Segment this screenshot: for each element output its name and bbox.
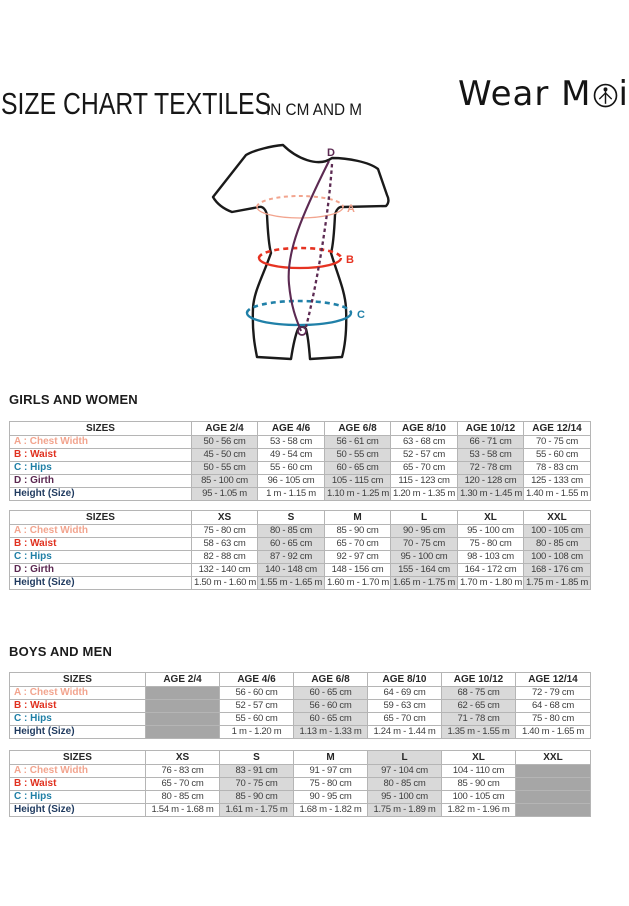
size-cell: 100 - 105 cm bbox=[442, 791, 516, 804]
size-cell: 1 m - 1.20 m bbox=[220, 726, 294, 739]
row-label: Height (Size) bbox=[10, 488, 192, 501]
size-cell: 64 - 68 cm bbox=[516, 700, 591, 713]
size-cell: 49 - 54 cm bbox=[258, 449, 325, 462]
size-cell: 71 - 78 cm bbox=[442, 713, 516, 726]
size-cell: 132 - 140 cm bbox=[192, 564, 258, 577]
size-cell: 95 - 1.05 m bbox=[192, 488, 258, 501]
size-cell bbox=[146, 700, 220, 713]
size-cell: 56 - 61 cm bbox=[325, 436, 391, 449]
size-cell: 83 - 91 cm bbox=[220, 765, 294, 778]
column-header: S bbox=[220, 751, 294, 765]
column-header: AGE 10/12 bbox=[442, 673, 516, 687]
size-cell: 100 - 105 cm bbox=[524, 525, 591, 538]
column-header: AGE 6/8 bbox=[294, 673, 368, 687]
boys-letter-size-table bbox=[9, 750, 591, 817]
size-cell: 1.30 m - 1.45 m bbox=[458, 488, 524, 501]
column-header: XXL bbox=[524, 511, 591, 525]
girls-ages-size-table bbox=[9, 421, 591, 501]
size-cell: 50 - 56 cm bbox=[192, 436, 258, 449]
column-header: AGE 12/14 bbox=[516, 673, 591, 687]
size-cell: 1.75 m - 1.89 m bbox=[368, 804, 442, 817]
table-row bbox=[10, 525, 591, 538]
size-table bbox=[9, 510, 591, 590]
size-cell: 53 - 58 cm bbox=[258, 436, 325, 449]
size-cell: 105 - 115 cm bbox=[325, 475, 391, 488]
row-label: B : Waist bbox=[10, 700, 146, 713]
row-label: C : Hips bbox=[10, 713, 146, 726]
table-header-row bbox=[10, 673, 591, 687]
column-header: AGE 8/10 bbox=[391, 422, 458, 436]
size-cell: 75 - 80 cm bbox=[516, 713, 591, 726]
size-cell: 140 - 148 cm bbox=[258, 564, 325, 577]
brand-logo bbox=[458, 74, 629, 114]
hips-ellipse-dashed bbox=[247, 301, 351, 313]
size-cell: 1.24 m - 1.44 m bbox=[368, 726, 442, 739]
table-row bbox=[10, 791, 591, 804]
size-cell: 50 - 55 cm bbox=[192, 462, 258, 475]
size-cell: 72 - 79 cm bbox=[516, 687, 591, 700]
section-heading-boys-and-men: BOYS AND MEN bbox=[9, 644, 113, 659]
table-row bbox=[10, 462, 591, 475]
size-cell: 125 - 133 cm bbox=[524, 475, 591, 488]
brand-text-right: i bbox=[618, 74, 629, 114]
size-cell: 168 - 176 cm bbox=[524, 564, 591, 577]
table-row bbox=[10, 687, 591, 700]
size-cell: 75 - 80 cm bbox=[458, 538, 524, 551]
size-cell: 1.68 m - 1.82 m bbox=[294, 804, 368, 817]
table-row bbox=[10, 778, 591, 791]
size-cell: 70 - 75 cm bbox=[524, 436, 591, 449]
table-row bbox=[10, 475, 591, 488]
column-header: M bbox=[294, 751, 368, 765]
size-cell: 96 - 105 cm bbox=[258, 475, 325, 488]
size-cell: 82 - 88 cm bbox=[192, 551, 258, 564]
size-cell: 98 - 103 cm bbox=[458, 551, 524, 564]
size-cell: 91 - 97 cm bbox=[294, 765, 368, 778]
size-cell: 1 m - 1.15 m bbox=[258, 488, 325, 501]
size-cell: 70 - 75 cm bbox=[391, 538, 458, 551]
column-header: AGE 12/14 bbox=[524, 422, 591, 436]
size-cell: 97 - 104 cm bbox=[368, 765, 442, 778]
row-label: C : Hips bbox=[10, 791, 146, 804]
chest-ellipse-solid bbox=[257, 207, 343, 218]
row-label: B : Waist bbox=[10, 449, 192, 462]
size-cell: 92 - 97 cm bbox=[325, 551, 391, 564]
girls-letter-size-table bbox=[9, 510, 591, 590]
row-label: C : Hips bbox=[10, 462, 192, 475]
size-cell: 1.40 m - 1.55 m bbox=[524, 488, 591, 501]
size-cell: 65 - 70 cm bbox=[146, 778, 220, 791]
girth-line-solid bbox=[289, 161, 329, 331]
dancer-in-o-icon bbox=[592, 80, 619, 109]
size-cell bbox=[516, 804, 591, 817]
size-cell: 1.40 m - 1.65 m bbox=[516, 726, 591, 739]
size-cell: 104 - 110 cm bbox=[442, 765, 516, 778]
sizes-header-cell: SIZES bbox=[10, 511, 192, 525]
size-cell: 72 - 78 cm bbox=[458, 462, 524, 475]
column-header: XS bbox=[146, 751, 220, 765]
size-cell: 1.55 m - 1.65 m bbox=[258, 577, 325, 590]
size-cell: 155 - 164 cm bbox=[391, 564, 458, 577]
column-header: AGE 4/6 bbox=[258, 422, 325, 436]
size-cell: 76 - 83 cm bbox=[146, 765, 220, 778]
size-cell: 1.50 m - 1.60 m bbox=[192, 577, 258, 590]
table-row bbox=[10, 765, 591, 778]
size-cell: 65 - 70 cm bbox=[325, 538, 391, 551]
row-label: Height (Size) bbox=[10, 726, 146, 739]
waist-ellipse-solid bbox=[259, 258, 341, 268]
size-cell: 55 - 60 cm bbox=[220, 713, 294, 726]
size-cell: 148 - 156 cm bbox=[325, 564, 391, 577]
size-cell: 78 - 83 cm bbox=[524, 462, 591, 475]
size-cell: 90 - 95 cm bbox=[294, 791, 368, 804]
table-row bbox=[10, 726, 591, 739]
size-cell: 65 - 70 cm bbox=[391, 462, 458, 475]
size-cell: 85 - 100 cm bbox=[192, 475, 258, 488]
size-cell: 52 - 57 cm bbox=[391, 449, 458, 462]
column-header: XXL bbox=[516, 751, 591, 765]
size-cell: 1.13 m - 1.33 m bbox=[294, 726, 368, 739]
size-cell: 87 - 92 cm bbox=[258, 551, 325, 564]
size-cell: 1.10 m - 1.25 m bbox=[325, 488, 391, 501]
measure-label-d: D bbox=[327, 147, 335, 159]
size-cell: 1.20 m - 1.35 m bbox=[391, 488, 458, 501]
size-cell: 66 - 71 cm bbox=[458, 436, 524, 449]
row-label: B : Waist bbox=[10, 538, 192, 551]
row-label: D : Girth bbox=[10, 475, 192, 488]
size-cell: 90 - 95 cm bbox=[391, 525, 458, 538]
size-cell: 75 - 80 cm bbox=[294, 778, 368, 791]
table-row bbox=[10, 449, 591, 462]
size-cell: 100 - 108 cm bbox=[524, 551, 591, 564]
table-row bbox=[10, 700, 591, 713]
brand-text-left: Wear M bbox=[458, 74, 592, 114]
column-header: M bbox=[325, 511, 391, 525]
size-cell: 63 - 68 cm bbox=[391, 436, 458, 449]
size-cell: 60 - 65 cm bbox=[258, 538, 325, 551]
size-cell: 1.35 m - 1.55 m bbox=[442, 726, 516, 739]
column-header: AGE 10/12 bbox=[458, 422, 524, 436]
size-cell: 164 - 172 cm bbox=[458, 564, 524, 577]
size-cell bbox=[516, 778, 591, 791]
size-cell bbox=[516, 791, 591, 804]
boys-ages-size-table bbox=[9, 672, 591, 739]
girth-crotch-loop bbox=[298, 327, 306, 335]
size-cell: 120 - 128 cm bbox=[458, 475, 524, 488]
size-cell: 80 - 85 cm bbox=[146, 791, 220, 804]
section-heading-girls-and-women: GIRLS AND WOMEN bbox=[9, 392, 138, 407]
size-cell: 1.60 m - 1.70 m bbox=[325, 577, 391, 590]
row-label: A : Chest Width bbox=[10, 436, 192, 449]
size-cell bbox=[146, 726, 220, 739]
size-cell: 1.65 m - 1.75 m bbox=[391, 577, 458, 590]
sizes-header-cell: SIZES bbox=[10, 422, 192, 436]
table-row bbox=[10, 804, 591, 817]
size-table bbox=[9, 672, 591, 739]
size-cell: 50 - 55 cm bbox=[325, 449, 391, 462]
table-row bbox=[10, 436, 591, 449]
page-subtitle: IN CM AND M bbox=[266, 100, 363, 119]
size-cell: 58 - 63 cm bbox=[192, 538, 258, 551]
size-cell: 53 - 58 cm bbox=[458, 449, 524, 462]
row-label: D : Girth bbox=[10, 564, 192, 577]
table-row bbox=[10, 538, 591, 551]
size-cell: 64 - 69 cm bbox=[368, 687, 442, 700]
size-cell: 59 - 63 cm bbox=[368, 700, 442, 713]
column-header: AGE 8/10 bbox=[368, 673, 442, 687]
row-label: A : Chest Width bbox=[10, 687, 146, 700]
size-cell: 62 - 65 cm bbox=[442, 700, 516, 713]
column-header: S bbox=[258, 511, 325, 525]
row-label: C : Hips bbox=[10, 551, 192, 564]
column-header: XL bbox=[442, 751, 516, 765]
size-cell: 1.61 m - 1.75 m bbox=[220, 804, 294, 817]
size-table bbox=[9, 750, 591, 817]
size-cell: 95 - 100 cm bbox=[391, 551, 458, 564]
chest-ellipse-dashed bbox=[257, 196, 343, 207]
sizes-header-cell: SIZES bbox=[10, 673, 146, 687]
size-cell: 45 - 50 cm bbox=[192, 449, 258, 462]
measure-label-b: B bbox=[346, 254, 354, 266]
size-cell: 56 - 60 cm bbox=[294, 700, 368, 713]
column-header: AGE 4/6 bbox=[220, 673, 294, 687]
size-cell: 60 - 65 cm bbox=[294, 713, 368, 726]
table-header-row bbox=[10, 751, 591, 765]
row-label: Height (Size) bbox=[10, 577, 192, 590]
size-cell: 95 - 100 cm bbox=[368, 791, 442, 804]
size-cell: 80 - 85 cm bbox=[368, 778, 442, 791]
size-cell: 1.70 m - 1.80 m bbox=[458, 577, 524, 590]
measure-label-c: C bbox=[357, 309, 365, 321]
table-row bbox=[10, 564, 591, 577]
table-header-row bbox=[10, 422, 591, 436]
sizes-header-cell: SIZES bbox=[10, 751, 146, 765]
size-cell: 115 - 123 cm bbox=[391, 475, 458, 488]
row-label: Height (Size) bbox=[10, 804, 146, 817]
table-header-row bbox=[10, 511, 591, 525]
measure-label-a: A bbox=[347, 203, 355, 215]
size-cell: 85 - 90 cm bbox=[325, 525, 391, 538]
size-cell: 68 - 75 cm bbox=[442, 687, 516, 700]
size-cell: 60 - 65 cm bbox=[325, 462, 391, 475]
size-cell: 75 - 80 cm bbox=[192, 525, 258, 538]
table-row bbox=[10, 577, 591, 590]
page-title: SIZE CHART TEXTILES bbox=[1, 86, 272, 121]
size-cell: 55 - 60 cm bbox=[258, 462, 325, 475]
size-cell: 56 - 60 cm bbox=[220, 687, 294, 700]
size-cell: 80 - 85 cm bbox=[258, 525, 325, 538]
size-cell bbox=[146, 687, 220, 700]
size-cell: 95 - 100 cm bbox=[458, 525, 524, 538]
row-label: B : Waist bbox=[10, 778, 146, 791]
mannequin-diagram bbox=[205, 135, 400, 385]
column-header: L bbox=[368, 751, 442, 765]
size-cell: 60 - 65 cm bbox=[294, 687, 368, 700]
column-header: XS bbox=[192, 511, 258, 525]
column-header: AGE 6/8 bbox=[325, 422, 391, 436]
size-cell: 70 - 75 cm bbox=[220, 778, 294, 791]
row-label: A : Chest Width bbox=[10, 765, 146, 778]
table-row bbox=[10, 713, 591, 726]
size-cell: 80 - 85 cm bbox=[524, 538, 591, 551]
size-cell: 85 - 90 cm bbox=[220, 791, 294, 804]
size-cell bbox=[146, 713, 220, 726]
size-cell: 55 - 60 cm bbox=[524, 449, 591, 462]
size-cell: 65 - 70 cm bbox=[368, 713, 442, 726]
size-cell: 52 - 57 cm bbox=[220, 700, 294, 713]
size-cell bbox=[516, 765, 591, 778]
table-row bbox=[10, 551, 591, 564]
row-label: A : Chest Width bbox=[10, 525, 192, 538]
column-header: XL bbox=[458, 511, 524, 525]
size-cell: 1.54 m - 1.68 m bbox=[146, 804, 220, 817]
column-header: L bbox=[391, 511, 458, 525]
size-table bbox=[9, 421, 591, 501]
column-header: AGE 2/4 bbox=[192, 422, 258, 436]
size-cell: 1.75 m - 1.85 m bbox=[524, 577, 591, 590]
size-cell: 1.82 m - 1.96 m bbox=[442, 804, 516, 817]
table-row bbox=[10, 488, 591, 501]
size-cell: 85 - 90 cm bbox=[442, 778, 516, 791]
column-header: AGE 2/4 bbox=[146, 673, 220, 687]
